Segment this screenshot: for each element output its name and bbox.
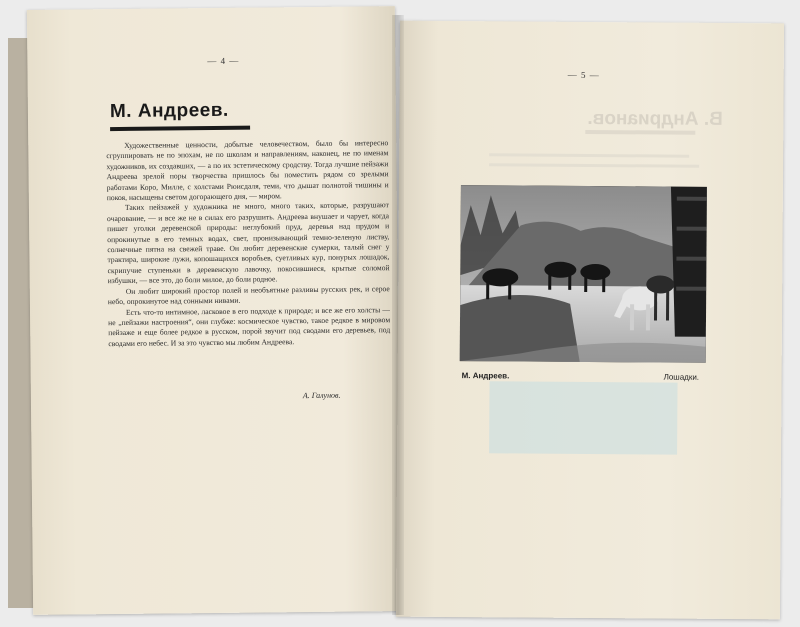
essay-paragraph: Таких пейзажей у художника не много, много таких, которые, разрушают очарование, — и все же не в силах его разрушить. Андреева внушает и чарует, когда пишет уголки деревенской природы: неглубокий пруд, деревья над прудом и опрокинутые в его темных водах, свет, пронизывающий темно-зеленую листву, солнечные пятна на свежей траве. Он любит деревенские сумерки, талый снег у трактира, широкие лужи, копошащихся воробьев, суетливых кур, понурых лошадок, скрипучие ступеньки в деревенскую лавочку, покосившиеся, крытые соломой избушки, — все это, до боли милое, до боли родное. [106, 200, 390, 286]
essay-paragraph: Художественные ценности, добытые человечеством, было бы интересно сгруппировать не по эпохам, не по школам и направлениям, наконец, не по именам художников, их создавших, — а по их эстетическому сродству. Тогда лучшие пейзажи Андреева зрелой поры творчества пришлось бы поместить рядом со зрелыми работами Коро, Милле, с холстами Рюисдаля, теми, что дышат полнотой тишины и покоя, насыщены светом догорающего дня, — миром. [106, 138, 389, 203]
essay-paragraph: Он любит широкий простор полей и необъятные разливы русских рек, и серое небо, опрокинутое над сонными нивами. [107, 283, 390, 307]
bleed-through-line [489, 163, 699, 167]
right-page [396, 21, 784, 620]
left-page [27, 6, 401, 615]
heading-underline [110, 126, 250, 131]
caption-author: М. Андреев. [461, 371, 510, 381]
book-gutter [392, 15, 404, 615]
illustration-plate [460, 185, 707, 363]
essay-paragraph: Есть что-то интимное, ласковое в его подходе к природе; и все же его холсты — не „пейзажи настроения“, они глубже: космическое чувство, такое редкое в мировом пейзаже и еще более редкое в русском, порой звучит под сводами его деревьев, под сводами его небес. И за это чувство мы любим Андреева. [108, 304, 391, 348]
essay-text [106, 138, 390, 349]
bleed-through-line [489, 153, 689, 157]
horses-painting [460, 185, 707, 363]
page-number: — 5 — [567, 69, 600, 81]
bleed-through-plate [489, 381, 677, 454]
caption-title: Лошадки. [663, 372, 700, 382]
page-number: — 4 — [207, 55, 240, 67]
bleed-through-rule [585, 130, 695, 135]
author-signature: А. Галунов. [302, 390, 341, 401]
bleed-through-heading: В. Андрианов. [587, 107, 723, 130]
article-heading: М. Андреев. [109, 99, 229, 123]
